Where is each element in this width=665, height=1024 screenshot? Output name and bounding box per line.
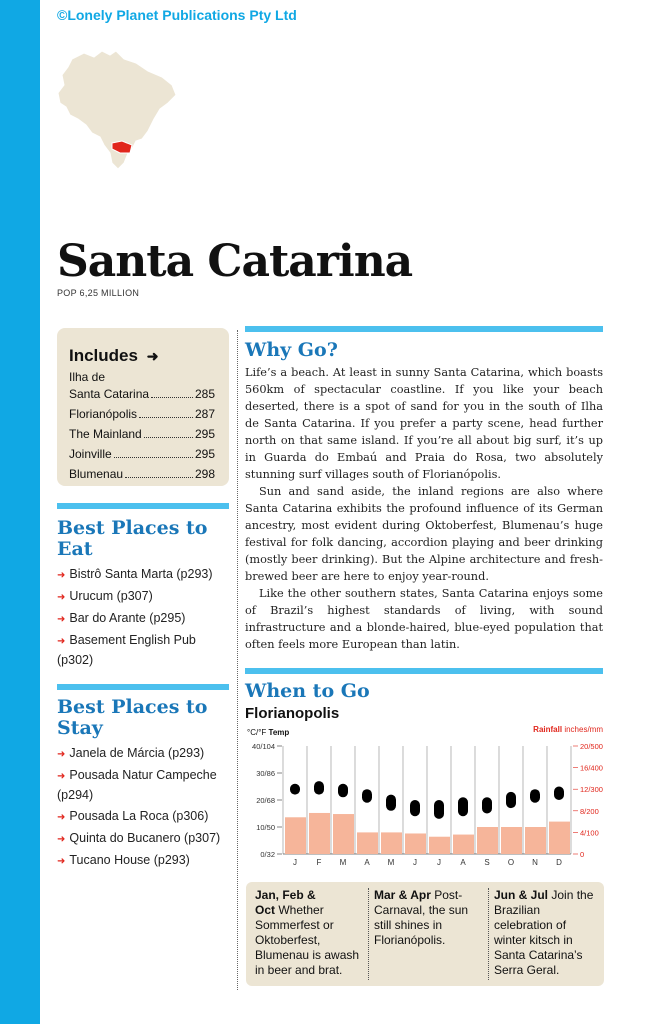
rain-tick-label: 0 (580, 850, 585, 859)
climate-chart (245, 722, 607, 872)
rainfall-bar (309, 813, 330, 854)
climate-chart-svg (245, 722, 607, 872)
red-arrow-icon: ➜ (57, 592, 66, 603)
month-tick-label: D (556, 858, 562, 867)
temp-tick-label: 10/50 (256, 823, 275, 832)
includes-box (57, 328, 229, 486)
rainfall-bar (333, 814, 354, 854)
red-arrow-icon: ➜ (57, 856, 66, 867)
copyright-notice: ©Lonely Planet Publications Pty Ltd (57, 7, 297, 23)
rainfall-bar (357, 832, 378, 854)
arrow-right-icon: ➜ (146, 348, 159, 364)
list-item[interactable]: ➜ Janela de Márcia (p293) (57, 746, 205, 760)
eat-section-bar (57, 503, 229, 509)
temp-range-marker (314, 781, 324, 795)
whentogo-section-bar (245, 668, 603, 674)
temp-range-marker (290, 784, 300, 795)
rain-tick-label: 12/300 (580, 785, 603, 795)
rain-tick-label: 4/100 (580, 828, 599, 838)
month-tick-label: N (532, 858, 538, 867)
temp-range-marker (482, 797, 492, 813)
rainfall-bar (429, 837, 450, 854)
temp-tick-label: 40/104 (252, 742, 275, 751)
month-tick-label: J (293, 858, 297, 867)
list-item[interactable]: ➜ Pousada La Roca (p306) (57, 809, 209, 823)
red-arrow-icon: ➜ (57, 834, 66, 845)
list-item[interactable]: ➜ Urucum (p307) (57, 589, 153, 603)
red-arrow-icon: ➜ (57, 636, 66, 647)
includes-heading: Includes ➜ (69, 346, 159, 365)
eat-heading: Best Places to Eat (57, 517, 208, 560)
rainfall-bar (549, 822, 570, 854)
list-item[interactable]: ➜ Basement English Pub (p302) (57, 633, 196, 667)
rain-axis-label: Rainfall inches/mm (533, 725, 603, 734)
temp-range-marker (530, 789, 540, 803)
includes-list (69, 370, 215, 484)
page-title: Santa Catarina (57, 236, 413, 287)
month-tick-label: S (484, 858, 490, 867)
rainfall-bar (453, 835, 474, 854)
stay-list (57, 744, 229, 873)
whentogo-heading: When to Go (245, 680, 370, 702)
rainfall-bar (501, 827, 522, 854)
city-name: Florianopolis (245, 705, 340, 722)
temp-range-marker (362, 789, 372, 803)
whygo-heading: Why Go? (245, 339, 338, 361)
temp-range-marker (338, 784, 348, 798)
month-tick-label: M (387, 858, 395, 867)
month-tick-label: J (437, 858, 441, 867)
list-item[interactable]: ➜ Quinta do Bucanero (p307) (57, 831, 221, 845)
list-item[interactable]: ➜ Tucano House (p293) (57, 853, 190, 867)
temp-range-marker (386, 795, 396, 811)
rainfall-bar (381, 832, 402, 854)
red-arrow-icon: ➜ (57, 771, 66, 782)
rainfall-bar (285, 817, 306, 854)
eat-list (57, 565, 229, 672)
season-divider (368, 888, 369, 980)
whygo-paragraph: Sun and sand aside, the inland regions are also where Santa Catarina exhibits the profound influence of its German ancestry, most evident during Oktoberfest, Blumenau’s huge festival for folk dancing, accordion playing and beer drinking (mostly beer drinking). But the Alpine architecture and fresh-brewed beer are here to enjoy year-round. (245, 485, 603, 583)
month-tick-label: F (316, 858, 322, 867)
list-item[interactable]: ➜ Bistrô Santa Marta (p293) (57, 567, 213, 581)
season-divider (488, 888, 489, 980)
temp-axis-label: °C/°F Temp (247, 728, 290, 737)
temp-range-marker (458, 797, 468, 816)
includes-item-ilha-line1: Ilha de (69, 370, 106, 384)
rain-tick-label: 20/500 (580, 742, 603, 751)
temp-tick-label: 20/68 (256, 796, 275, 805)
rainfall-bar (405, 833, 426, 854)
season-jan-feb-oct: Jan, Feb & Oct Whether Sommerfest or Oktoberfest, Blumenau is awash in beer and brat. (255, 888, 360, 977)
column-divider (237, 330, 238, 990)
whygo-body (245, 364, 603, 653)
stay-heading: Best Places to Stay (57, 696, 208, 739)
left-color-strip (0, 0, 40, 1024)
rainfall-bar (477, 827, 498, 854)
whygo-paragraph: Life’s a beach. At least in sunny Santa Catarina, which boasts 560km of spectacular coastline. If you like your beach deserted, there is a spot of sand for you in the south of Ilha de Santa Catarina. If you prefer a party scene, head further north on that same island. If you’re all about big surf, it’s up in Guarda do Embaú and Praia do Rosa, two absolutely stunning surf villages south of Florianópolis. (245, 366, 603, 481)
seasons-box (246, 882, 604, 986)
month-tick-label: A (364, 858, 370, 867)
includes-item[interactable]: The Mainland 295 (69, 427, 215, 441)
temp-range-marker (434, 800, 444, 819)
month-tick-label: J (413, 858, 417, 867)
season-jun-jul: Jun & Jul Join the Brazilian celebration of winter kitsch in Santa Catarina’s Serra Geral. (494, 888, 594, 977)
list-item[interactable]: ➜ Pousada Natur Campeche (p294) (57, 768, 217, 802)
temp-range-marker (410, 800, 420, 816)
includes-item[interactable]: Blumenau 298 (69, 467, 215, 481)
month-tick-label: M (339, 858, 347, 867)
season-mar-apr: Mar & Apr Post-Carnaval, the sun still shines in Florianópolis. (374, 888, 469, 947)
month-tick-label: A (460, 858, 466, 867)
month-tick-label: O (507, 858, 515, 867)
temp-tick-label: 0/32 (260, 850, 275, 859)
whygo-paragraph: Like the other southern states, Santa Catarina enjoys some of Brazil’s highest standards of living, with sound infrastructure and a blonde-haired, blue-eyed population that often feels more European than latin. (245, 587, 603, 651)
stay-section-bar (57, 684, 229, 690)
rainfall-bar (525, 827, 546, 854)
population-label: POP 6,25 MILLION (57, 288, 140, 298)
red-arrow-icon: ➜ (57, 614, 66, 625)
list-item[interactable]: ➜ Bar do Arante (p295) (57, 611, 186, 625)
red-arrow-icon: ➜ (57, 749, 66, 760)
rain-tick-label: 8/200 (580, 806, 599, 816)
brazil-map-icon (50, 45, 190, 175)
includes-item[interactable]: Joinville 295 (69, 447, 215, 461)
includes-item[interactable]: Florianópolis 287 (69, 407, 215, 421)
temp-tick-label: 30/86 (256, 769, 275, 778)
temp-range-marker (554, 787, 564, 801)
red-arrow-icon: ➜ (57, 570, 66, 581)
includes-item[interactable]: Santa Catarina 285 (69, 387, 215, 401)
red-arrow-icon: ➜ (57, 812, 66, 823)
rain-tick-label: 16/400 (580, 763, 603, 773)
whygo-section-bar (245, 326, 603, 332)
temp-range-marker (506, 792, 516, 808)
